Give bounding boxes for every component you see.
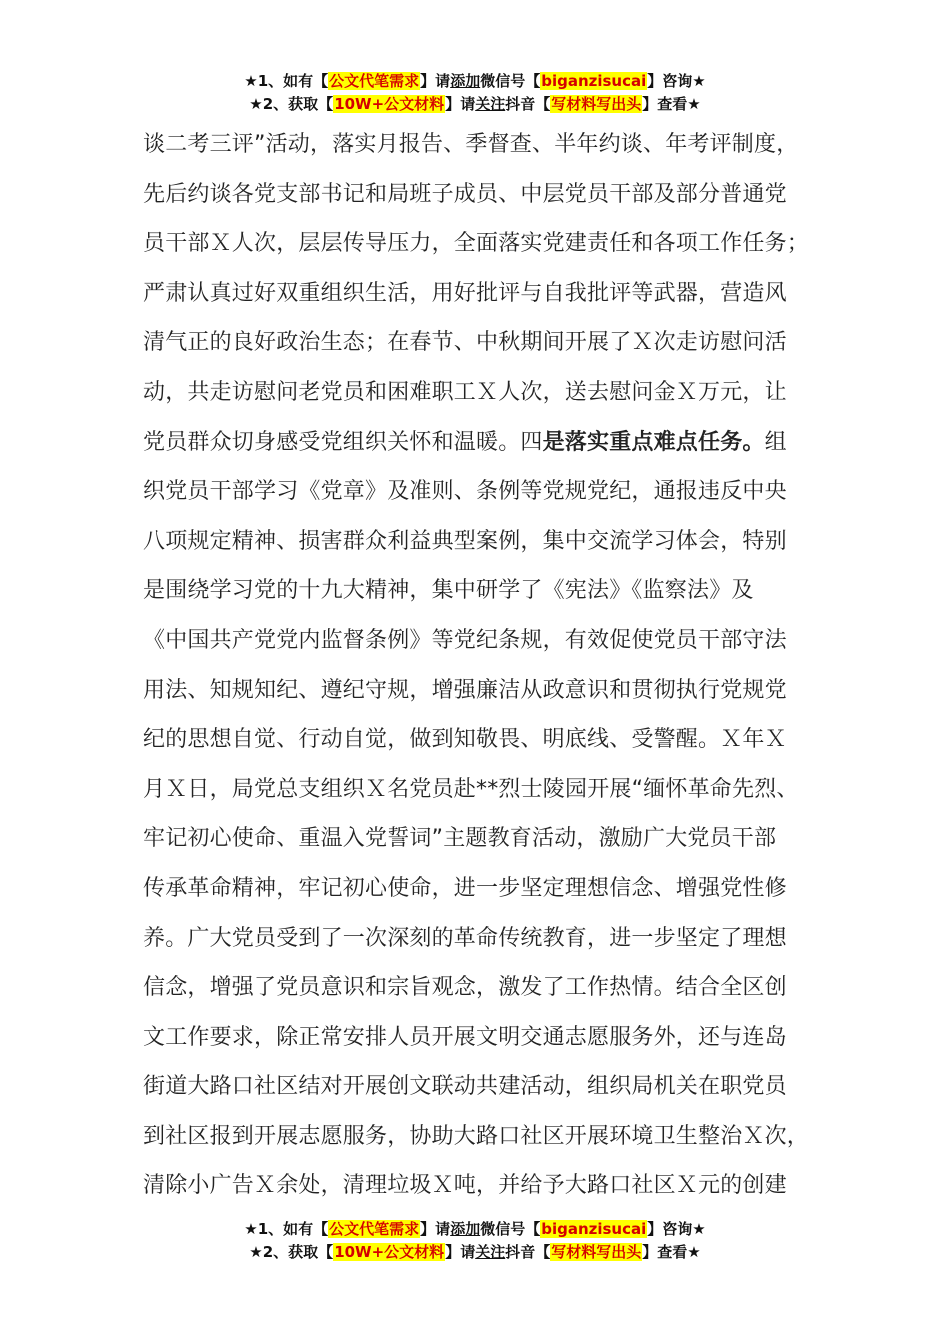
promo-line-1 (0, 1218, 950, 1241)
text-segment: 党员群众切身感受党组织关怀和温暖。四 (143, 429, 543, 455)
underlined-text: 关注 (475, 95, 506, 113)
text-segment: 组 (764, 429, 787, 455)
text-line: 先后约谈各党支部书记和局班子成员、中层党员干部及部分普通党 (143, 181, 787, 207)
underlined-text: 添加 (450, 72, 481, 90)
promo-text: 微信号【 (480, 72, 541, 90)
text-line: 清除小广告Ｘ余处，清理垃圾Ｘ吨，并给予大路口社区Ｘ元的创建 (143, 1173, 787, 1199)
promo-text: 】咨询★ (647, 72, 706, 90)
promo-text: 微信号【 (480, 1220, 541, 1238)
text-line: 员干部Ｘ人次，层层传导压力，全面落实党建责任和各项工作任务； (143, 231, 810, 257)
text-line: 牢记初心使命、重温入党誓词”主题教育活动，激励广大党员干部 (143, 826, 777, 852)
promo-text: 】请 (420, 72, 451, 90)
text-line (143, 418, 843, 468)
text-line: 纪的思想自觉、行动自觉，做到知敬畏、明底线、受警醒。Ｘ年Ｘ (143, 727, 787, 753)
text-line: 严肃认真过好双重组织生活，用好批评与自我批评等武器，营造风 (143, 280, 787, 306)
highlight-text: 10W+公文材料 (334, 1243, 445, 1261)
highlight-text: 公文代笔需求 (329, 1220, 420, 1238)
highlight-text: 公文代笔需求 (329, 72, 420, 90)
highlight-text: 写材料写出头 (551, 1243, 642, 1261)
promo-text: 】咨询★ (647, 1220, 706, 1238)
text-line: 街道大路口社区结对开展创文联动共建活动，组织局机关在职党员 (143, 1074, 787, 1100)
underlined-text: 关注 (475, 1243, 506, 1261)
text-line: 《中国共产党党内监督条例》等党纪条规，有效促使党员干部守法 (143, 627, 787, 653)
text-line: 信念，增强了党员意识和宗旨观念，激发了工作热情。结合全区创 (143, 975, 787, 1001)
text-line: 到社区报到开展志愿服务，协助大路口社区开展环境卫生整治Ｘ次， (143, 1123, 810, 1149)
promo-line-1 (0, 70, 950, 93)
text-line: 八项规定精神、损害群众利益典型案例，集中交流学习体会，特别 (143, 528, 787, 554)
highlight-text: biganzisucai (541, 72, 647, 90)
text-line: 织党员干部学习《党章》及准则、条例等党规党纪，通报违反中央 (143, 479, 787, 505)
promo-text: 】请 (445, 95, 476, 113)
text-line: 动，共走访慰问老党员和困难职工Ｘ人次，送去慰问金Ｘ万元，让 (143, 379, 787, 405)
promo-text: ★1、如有【 (244, 72, 329, 90)
promo-text: 抖音【 (505, 1243, 551, 1261)
promo-text: 】查看★ (642, 1243, 701, 1261)
document-body (143, 120, 843, 1211)
promo-line-2 (0, 93, 950, 116)
text-line: 是围绕学习党的十九大精神，集中研学了《宪法》《监察法》及 (143, 578, 754, 604)
promo-text: ★2、获取【 (249, 95, 334, 113)
text-line: 用法、知规知纪、遵纪守规，增强廉洁从政意识和贯彻执行党规党 (143, 677, 787, 703)
text-line: 养。广大党员受到了一次深刻的革命传统教育，进一步坚定了理想 (143, 925, 787, 951)
bold-heading-text: 是落实重点难点任务。 (542, 429, 765, 455)
highlight-text: 10W+公文材料 (334, 95, 445, 113)
promo-text: ★1、如有【 (244, 1220, 329, 1238)
promo-text: 】查看★ (642, 95, 701, 113)
promo-text: 】请 (445, 1243, 476, 1261)
promo-banner-top (0, 70, 950, 116)
promo-banner-bottom (0, 1218, 950, 1264)
promo-text: 】请 (420, 1220, 451, 1238)
text-line: 传承革命精神，牢记初心使命，进一步坚定理想信念、增强党性修 (143, 875, 787, 901)
text-line: 文工作要求，除正常安排人员开展文明交通志愿服务外，还与连岛 (143, 1024, 787, 1050)
highlight-text: 写材料写出头 (551, 95, 642, 113)
promo-text: ★2、获取【 (249, 1243, 334, 1261)
text-line: 月Ｘ日，局党总支组织Ｘ名党员赴**烈士陵园开展“缅怀革命先烈、 (143, 776, 799, 802)
text-line: 谈二考三评”活动，落实月报告、季督查、半年约谈、年考评制度， (143, 132, 799, 157)
promo-text: 抖音【 (505, 95, 551, 113)
text-line: 清气正的良好政治生态；在春节、中秋期间开展了Ｘ次走访慰问活 (143, 330, 787, 356)
highlight-text: biganzisucai (541, 1220, 647, 1238)
underlined-text: 添加 (450, 1220, 481, 1238)
promo-line-2 (0, 1241, 950, 1264)
